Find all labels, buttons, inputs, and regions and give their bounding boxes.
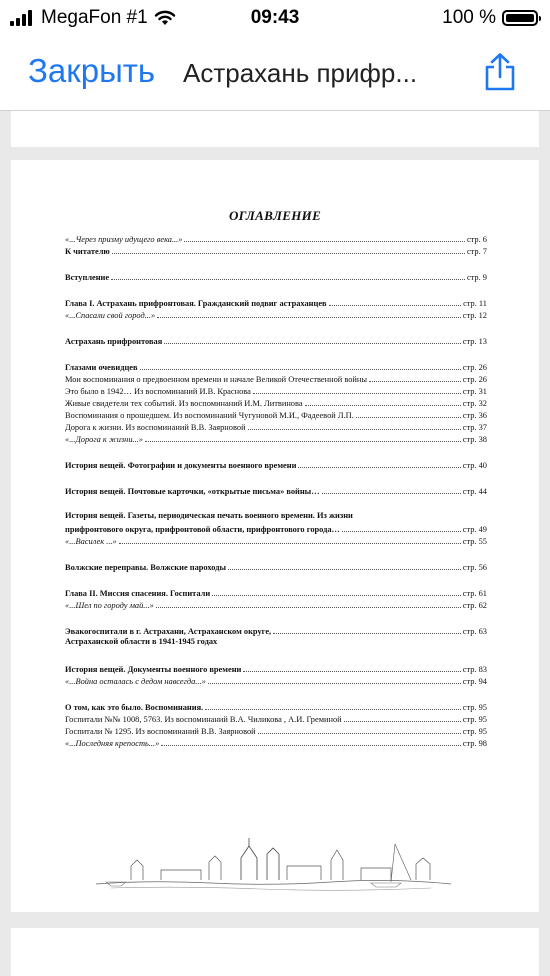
toc-entry-page: стр. 13 [462, 337, 487, 346]
toc-entry[interactable] [65, 598, 487, 610]
toc-entry[interactable] [65, 396, 487, 408]
toc-entry-page: стр. 61 [462, 589, 487, 598]
toc-entry-page: стр. 55 [462, 537, 487, 546]
toc-entry-text: «...Дорога к жизни...» [65, 435, 143, 444]
toc-entry-text: К читателю [65, 247, 110, 256]
toc-entry[interactable] [65, 712, 487, 724]
toc-entry-text: Глазами очевидцев [65, 363, 138, 372]
toc-entry[interactable] [65, 484, 487, 496]
toc-entry-text: Госпитали № 1295. Из воспоминаний В.В. Заярновой [65, 727, 256, 736]
toc-entry-text: Это было в 1942… Из воспоминаний И.В. Краснова [65, 387, 251, 396]
toc-entry-page: стр. 9 [466, 273, 487, 282]
toc-entry-page: стр. 7 [466, 247, 487, 256]
toc-entry-page: стр. 32 [462, 399, 487, 408]
toc-entry-text[interactable]: Астраханской области в 1941-1945 годах [65, 637, 218, 646]
toc-entry-text: Волжские переправы. Волжские пароходы [65, 563, 226, 572]
share-icon[interactable] [482, 52, 518, 92]
previous-page [11, 111, 539, 147]
toc-entry-text: «...Василек ...» [65, 537, 117, 546]
toc-entry-page: стр. 98 [462, 739, 487, 748]
toc-entry-page: стр. 95 [462, 703, 487, 712]
toc-entry-page: стр. 62 [462, 601, 487, 610]
toc-entry-text: Астрахань прифронтовая [65, 337, 163, 346]
toc-entry-text: Мои воспоминания о предвоенном времени и начале Великой Отечественной войны [65, 375, 368, 384]
toc-entry-text: «...Через призму идущего века...» [65, 235, 183, 244]
toc-entry-page: стр. 11 [463, 299, 487, 308]
toc-entry[interactable] [65, 232, 487, 244]
toc-entry-text: Воспоминания о прошедшем. Из воспоминаний Чугуновой М.И., Фадеевой Л.П. [65, 411, 354, 420]
toc-entry[interactable] [65, 360, 487, 372]
toc-entry-page: стр. 26 [462, 363, 487, 372]
battery-percent: 100 % [442, 7, 496, 28]
toc-entry[interactable] [65, 432, 487, 444]
toc-entry-page: стр. 95 [462, 727, 487, 736]
toc-entry-text[interactable]: История вещей. Газеты, периодическая печать военного времени. Из жизни [65, 511, 353, 520]
document-page [11, 160, 539, 912]
navigation-bar [0, 38, 550, 111]
battery-icon [502, 10, 538, 26]
clock: 09:43 [250, 7, 300, 28]
battery-status [442, 7, 538, 29]
toc-heading: ОГЛАВЛЕНИЕ [228, 208, 322, 223]
toc-entry-text: «...Последняя крепость...» [65, 739, 160, 748]
toc-entry-text: История вещей. Фотографии и документы военного времени [65, 461, 297, 470]
next-page [11, 928, 539, 976]
toc-entry-text: Госпитали №№ 1008, 5763. Из воспоминаний В.А. Чиликова , А.И. Греминой [65, 715, 342, 724]
toc-entry-text: Глава I. Астрахань прифронтовая. Гражданский подвиг астраханцев [65, 299, 327, 308]
toc-entry-page: стр. 63 [462, 627, 487, 636]
toc-entry-text: Дорога к жизни. Из воспоминаний В.В. Заярновой [65, 423, 246, 432]
toc-entry[interactable] [65, 586, 487, 598]
toc-entry[interactable] [65, 700, 487, 712]
toc-entry[interactable] [65, 372, 487, 384]
toc-entry[interactable] [65, 534, 487, 546]
toc-entry-page: стр. 37 [462, 423, 487, 432]
toc-entry-page: стр. 56 [462, 563, 487, 572]
toc-entry-text: прифронтового округа, прифронтовой области, прифронтового города… [65, 525, 340, 534]
toc-entry-page: стр. 49 [462, 525, 487, 534]
toc-entry-page: стр. 12 [462, 311, 487, 320]
toc-entry-text: О том, как это было. Воспоминания. [65, 703, 204, 712]
toc-entry-page: стр. 95 [462, 715, 487, 724]
toc-entry[interactable] [65, 270, 487, 282]
toc-entry-page: стр. 36 [462, 411, 487, 420]
city-sketch-illustration [91, 836, 457, 896]
toc-entry[interactable] [65, 724, 487, 736]
toc-entry-text: История вещей. Почтовые карточки, «открытые письма» войны… [65, 487, 320, 496]
carrier-name: MegaFon #1 [41, 7, 148, 28]
toc-entry-page: стр. 38 [462, 435, 487, 444]
toc-entry-text: «...Война осталась с дедом навсегда...» [65, 677, 206, 686]
toc-entry-text: Эвакогоспитали в г. Астрахани, Астраханском округе, [65, 627, 272, 636]
toc-entry-page: стр. 6 [466, 235, 487, 244]
toc-entry-page: стр. 83 [462, 665, 487, 674]
toc-entry[interactable] [65, 736, 487, 748]
toc-entry-page: стр. 26 [462, 375, 487, 384]
toc-entry[interactable] [65, 384, 487, 396]
toc-entry-page: стр. 94 [462, 677, 487, 686]
toc-entry-text: Глава II. Миссия спасения. Госпитали [65, 589, 211, 598]
toc-entry-page: стр. 31 [462, 387, 487, 396]
toc-entry[interactable] [65, 308, 487, 320]
toc-entry[interactable] [65, 458, 487, 470]
toc-entry-page: стр. 44 [462, 487, 487, 496]
table-of-contents [65, 232, 487, 748]
close-button[interactable]: Закрыть [28, 52, 156, 89]
toc-entry[interactable] [65, 408, 487, 420]
document-title: Астрахань прифр... [183, 58, 418, 88]
toc-entry[interactable] [65, 334, 487, 346]
toc-entry-text: История вещей. Документы военного времени [65, 665, 242, 674]
status-bar [0, 0, 550, 38]
toc-entry-text: Вступление [65, 273, 110, 282]
toc-entry[interactable] [65, 296, 487, 308]
toc-entry-text: «...Шел по городу май...» [65, 601, 154, 610]
toc-entry[interactable] [65, 420, 487, 432]
toc-entry-page: стр. 40 [462, 461, 487, 470]
toc-entry[interactable] [65, 244, 487, 256]
toc-entry[interactable] [65, 560, 487, 572]
toc-entry[interactable] [65, 624, 487, 636]
toc-entry[interactable] [65, 674, 487, 686]
toc-entry-text: «...Спасали свой город...» [65, 311, 156, 320]
toc-entry-text: Живые свидетели тех событий. Из воспоминаний И.М. Литвинова [65, 399, 303, 408]
toc-entry[interactable] [65, 522, 487, 534]
toc-entry[interactable] [65, 662, 487, 674]
